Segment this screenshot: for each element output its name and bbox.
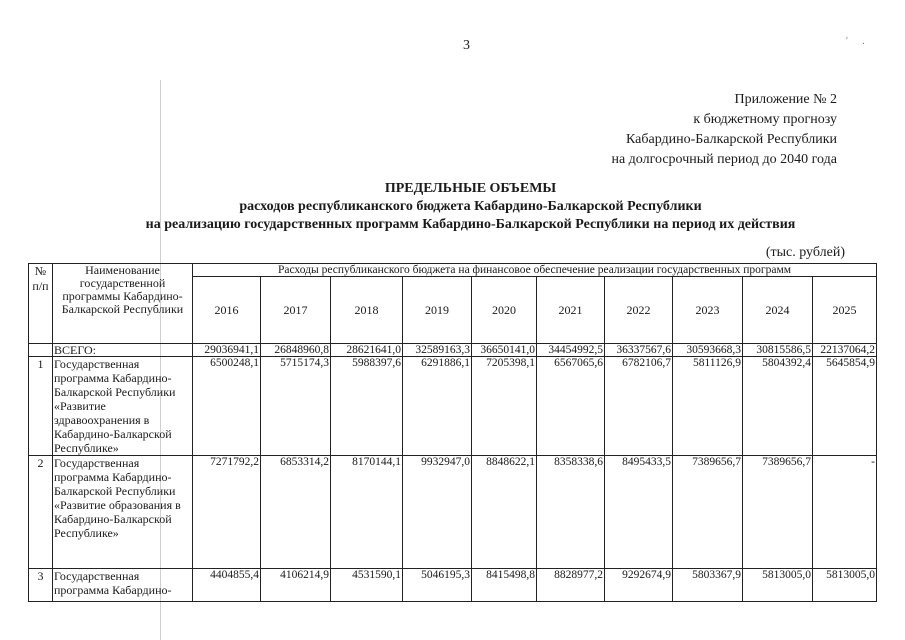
value-cell: 5046195,3 xyxy=(403,569,472,602)
year-header: 2018 xyxy=(331,277,403,344)
value-cell: 6291886,1 xyxy=(403,357,472,456)
value-cell: 4106214,9 xyxy=(261,569,331,602)
program-name: Государственная программа Кабардино-Балкарской Республики «Развитие здравоохранения в Кабардино-Балкарской Республике» xyxy=(53,357,193,456)
appendix-line-4: на долгосрочный период до 2040 года xyxy=(611,152,837,167)
col-header-num: № п/п xyxy=(29,264,53,344)
year-header: 2025 xyxy=(813,277,877,344)
value-cell: 5803367,9 xyxy=(673,569,743,602)
year-header: 2019 xyxy=(403,277,472,344)
row-number: 3 xyxy=(29,569,53,602)
value-cell: 6853314,2 xyxy=(261,456,331,569)
row-number: 2 xyxy=(29,456,53,569)
value-cell: 36650141,0 xyxy=(472,344,537,357)
appendix-line-2: к бюджетному прогнозу xyxy=(693,112,837,127)
document-subtitle-1: расходов республиканского бюджета Кабардино-Балкарской Республики xyxy=(239,199,702,214)
value-cell: 8170144,1 xyxy=(331,456,403,569)
value-cell: 5813005,0 xyxy=(743,569,813,602)
value-cell: 8828977,2 xyxy=(537,569,605,602)
value-cell: 26848960,8 xyxy=(261,344,331,357)
value-cell: 32589163,3 xyxy=(403,344,472,357)
appendix-block xyxy=(611,90,837,170)
col-header-name: Наименование государственной программы Кабардино-Балкарской Республики xyxy=(53,264,193,344)
value-cell: 9932947,0 xyxy=(403,456,472,569)
table-row xyxy=(29,456,877,569)
value-cell: 4404855,4 xyxy=(193,569,261,602)
units-label: (тыс. рублей) xyxy=(765,245,845,260)
value-cell: 5988397,6 xyxy=(331,357,403,456)
row-number: 1 xyxy=(29,357,53,456)
year-header: 2021 xyxy=(537,277,605,344)
value-cell: 30593668,3 xyxy=(673,344,743,357)
value-cell: 7389656,7 xyxy=(673,456,743,569)
program-name: Государственная программа Кабардино- xyxy=(53,569,193,602)
value-cell: 7271792,2 xyxy=(193,456,261,569)
value-cell: 6500248,1 xyxy=(193,357,261,456)
value-cell: 34454992,5 xyxy=(537,344,605,357)
year-header: 2024 xyxy=(743,277,813,344)
value-cell: 4531590,1 xyxy=(331,569,403,602)
value-cell: 8415498,8 xyxy=(472,569,537,602)
value-cell: 8358338,6 xyxy=(537,456,605,569)
table-row xyxy=(29,344,877,357)
value-cell: 5715174,3 xyxy=(261,357,331,456)
appendix-line-3: Кабардино-Балкарской Республики xyxy=(626,132,837,147)
value-cell: 6567065,6 xyxy=(537,357,605,456)
table-row xyxy=(29,357,877,456)
value-cell: 8495433,5 xyxy=(605,456,673,569)
year-header: 2022 xyxy=(605,277,673,344)
value-cell: 36337567,6 xyxy=(605,344,673,357)
budget-table xyxy=(28,263,877,602)
appendix-line-1: Приложение № 2 xyxy=(734,92,837,107)
scan-marks: ' . xyxy=(846,36,871,47)
value-cell: 5804392,4 xyxy=(743,357,813,456)
year-header: 2020 xyxy=(472,277,537,344)
table-row xyxy=(29,569,877,602)
document-title: ПРЕДЕЛЬНЫЕ ОБЪЕМЫ xyxy=(384,181,557,196)
document-subtitle-2: на реализацию государственных программ Кабардино-Балкарской Республики на период их действия xyxy=(145,217,796,232)
value-cell: 6782106,7 xyxy=(605,357,673,456)
col-header-group: Расходы республиканского бюджета на финансовое обеспечение реализации государственных программ xyxy=(193,264,877,277)
value-cell: 7205398,1 xyxy=(472,357,537,456)
value-cell: 8848622,1 xyxy=(472,456,537,569)
value-cell: 5811126,9 xyxy=(673,357,743,456)
year-header: 2016 xyxy=(193,277,261,344)
row-number xyxy=(29,344,53,357)
table-body xyxy=(29,344,877,602)
value-cell: 9292674,9 xyxy=(605,569,673,602)
value-cell: 29036941,1 xyxy=(193,344,261,357)
value-cell: 5645854,9 xyxy=(813,357,877,456)
program-name: ВСЕГО: xyxy=(53,344,193,357)
value-cell: 7389656,7 xyxy=(743,456,813,569)
value-cell: 28621641,0 xyxy=(331,344,403,357)
value-cell: 30815586,5 xyxy=(743,344,813,357)
value-cell: 5813005,0 xyxy=(813,569,877,602)
year-header: 2023 xyxy=(673,277,743,344)
page-number: 3 xyxy=(463,38,470,53)
year-header: 2017 xyxy=(261,277,331,344)
value-cell: 22137064,2 xyxy=(813,344,877,357)
value-cell: - xyxy=(813,456,877,569)
program-name: Государственная программа Кабардино-Балкарской Республики «Развитие образования в Кабардино-Балкарской Республике» xyxy=(53,456,193,569)
